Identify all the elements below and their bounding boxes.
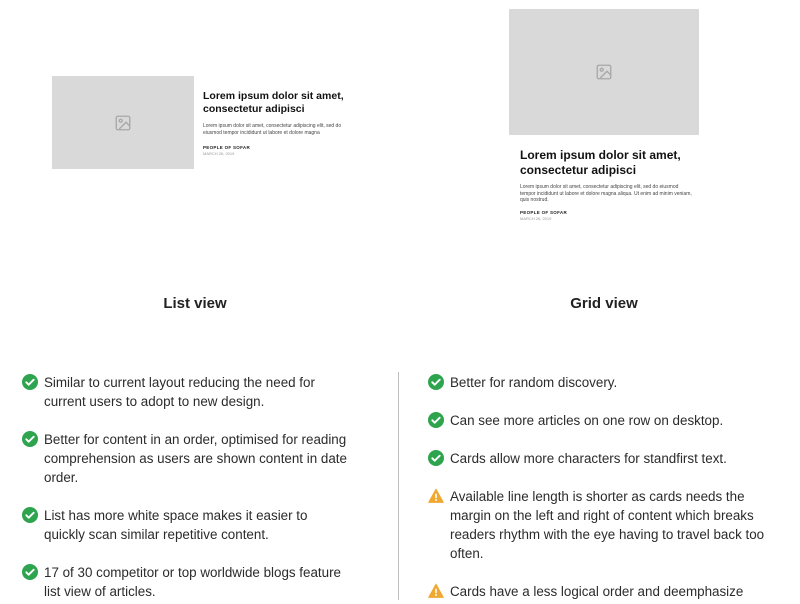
list-item bbox=[428, 373, 773, 392]
grid-card-category: PEOPLE OF SOFAR bbox=[520, 210, 568, 215]
check-circle-icon bbox=[428, 374, 444, 390]
list-item-text: Cards have a less logical order and deemphasize bbox=[450, 584, 744, 599]
check-circle-icon bbox=[22, 374, 38, 390]
list-card-image-placeholder bbox=[52, 76, 194, 169]
list-item bbox=[22, 373, 347, 411]
list-view-points bbox=[22, 373, 347, 601]
list-item bbox=[22, 430, 347, 487]
list-item bbox=[428, 449, 773, 468]
list-item-text: Can see more articles on one row on desktop. bbox=[450, 413, 724, 428]
list-item-text: List has more white space makes it easier to quickly scan similar repetitive content. bbox=[44, 508, 308, 542]
list-item-text: 17 of 30 competitor or top worldwide blogs feature list view of articles. bbox=[44, 565, 341, 599]
check-circle-icon bbox=[22, 507, 38, 523]
grid-view-label: Grid view bbox=[570, 295, 638, 312]
list-item-text: Cards allow more characters for standfirst text. bbox=[450, 451, 727, 466]
list-view-card bbox=[52, 76, 352, 171]
image-icon bbox=[595, 63, 613, 81]
check-circle-icon bbox=[22, 564, 38, 580]
column-divider bbox=[398, 372, 399, 600]
grid-card-title: Lorem ipsum dolor sit amet, consectetur adipisci bbox=[520, 148, 681, 177]
list-item bbox=[22, 563, 347, 601]
grid-card-date: MARCH 26, 2019 bbox=[520, 216, 552, 221]
list-item-text: Available line length is shorter as cards needs the margin on the left and right of content which breaks readers rhythm with the eye having to travel back too often. bbox=[450, 489, 765, 561]
check-circle-icon bbox=[22, 431, 38, 447]
image-icon bbox=[114, 114, 132, 132]
grid-view-points bbox=[428, 373, 773, 601]
list-card-title: Lorem ipsum dolor sit amet, consectetur adipisci bbox=[203, 90, 344, 115]
list-item-text: Similar to current layout reducing the need for current users to adopt to new design. bbox=[44, 375, 315, 409]
grid-card-image-placeholder bbox=[509, 9, 699, 135]
list-item bbox=[428, 582, 773, 601]
check-circle-icon bbox=[428, 412, 444, 428]
list-card-category: PEOPLE OF SOFAR bbox=[203, 145, 251, 150]
list-item-text: Better for content in an order, optimised for reading comprehension as users are shown content in date order. bbox=[44, 432, 347, 485]
list-item bbox=[428, 411, 773, 430]
warning-icon bbox=[428, 583, 444, 599]
grid-view-card bbox=[509, 9, 699, 224]
list-item-text: Better for random discovery. bbox=[450, 375, 618, 390]
list-view-label: List view bbox=[163, 295, 227, 312]
grid-card-standfirst: Lorem ipsum dolor sit amet, consectetur adipiscing elit, sed do eiusmod tempor incididunt ut labore et dolore magna aliqua. Ut enim ad minim veniam, quis nostrud. bbox=[520, 184, 692, 203]
warning-icon bbox=[428, 488, 444, 504]
check-circle-icon bbox=[428, 450, 444, 466]
list-card-standfirst: Lorem ipsum dolor sit amet, consectetur adipiscing elit, sed do eiusmod tempor incididunt ut labore et dolore magna bbox=[203, 123, 342, 136]
list-item bbox=[22, 506, 347, 544]
list-item bbox=[428, 487, 773, 563]
list-card-date: MARCH 26, 2019 bbox=[203, 151, 235, 156]
